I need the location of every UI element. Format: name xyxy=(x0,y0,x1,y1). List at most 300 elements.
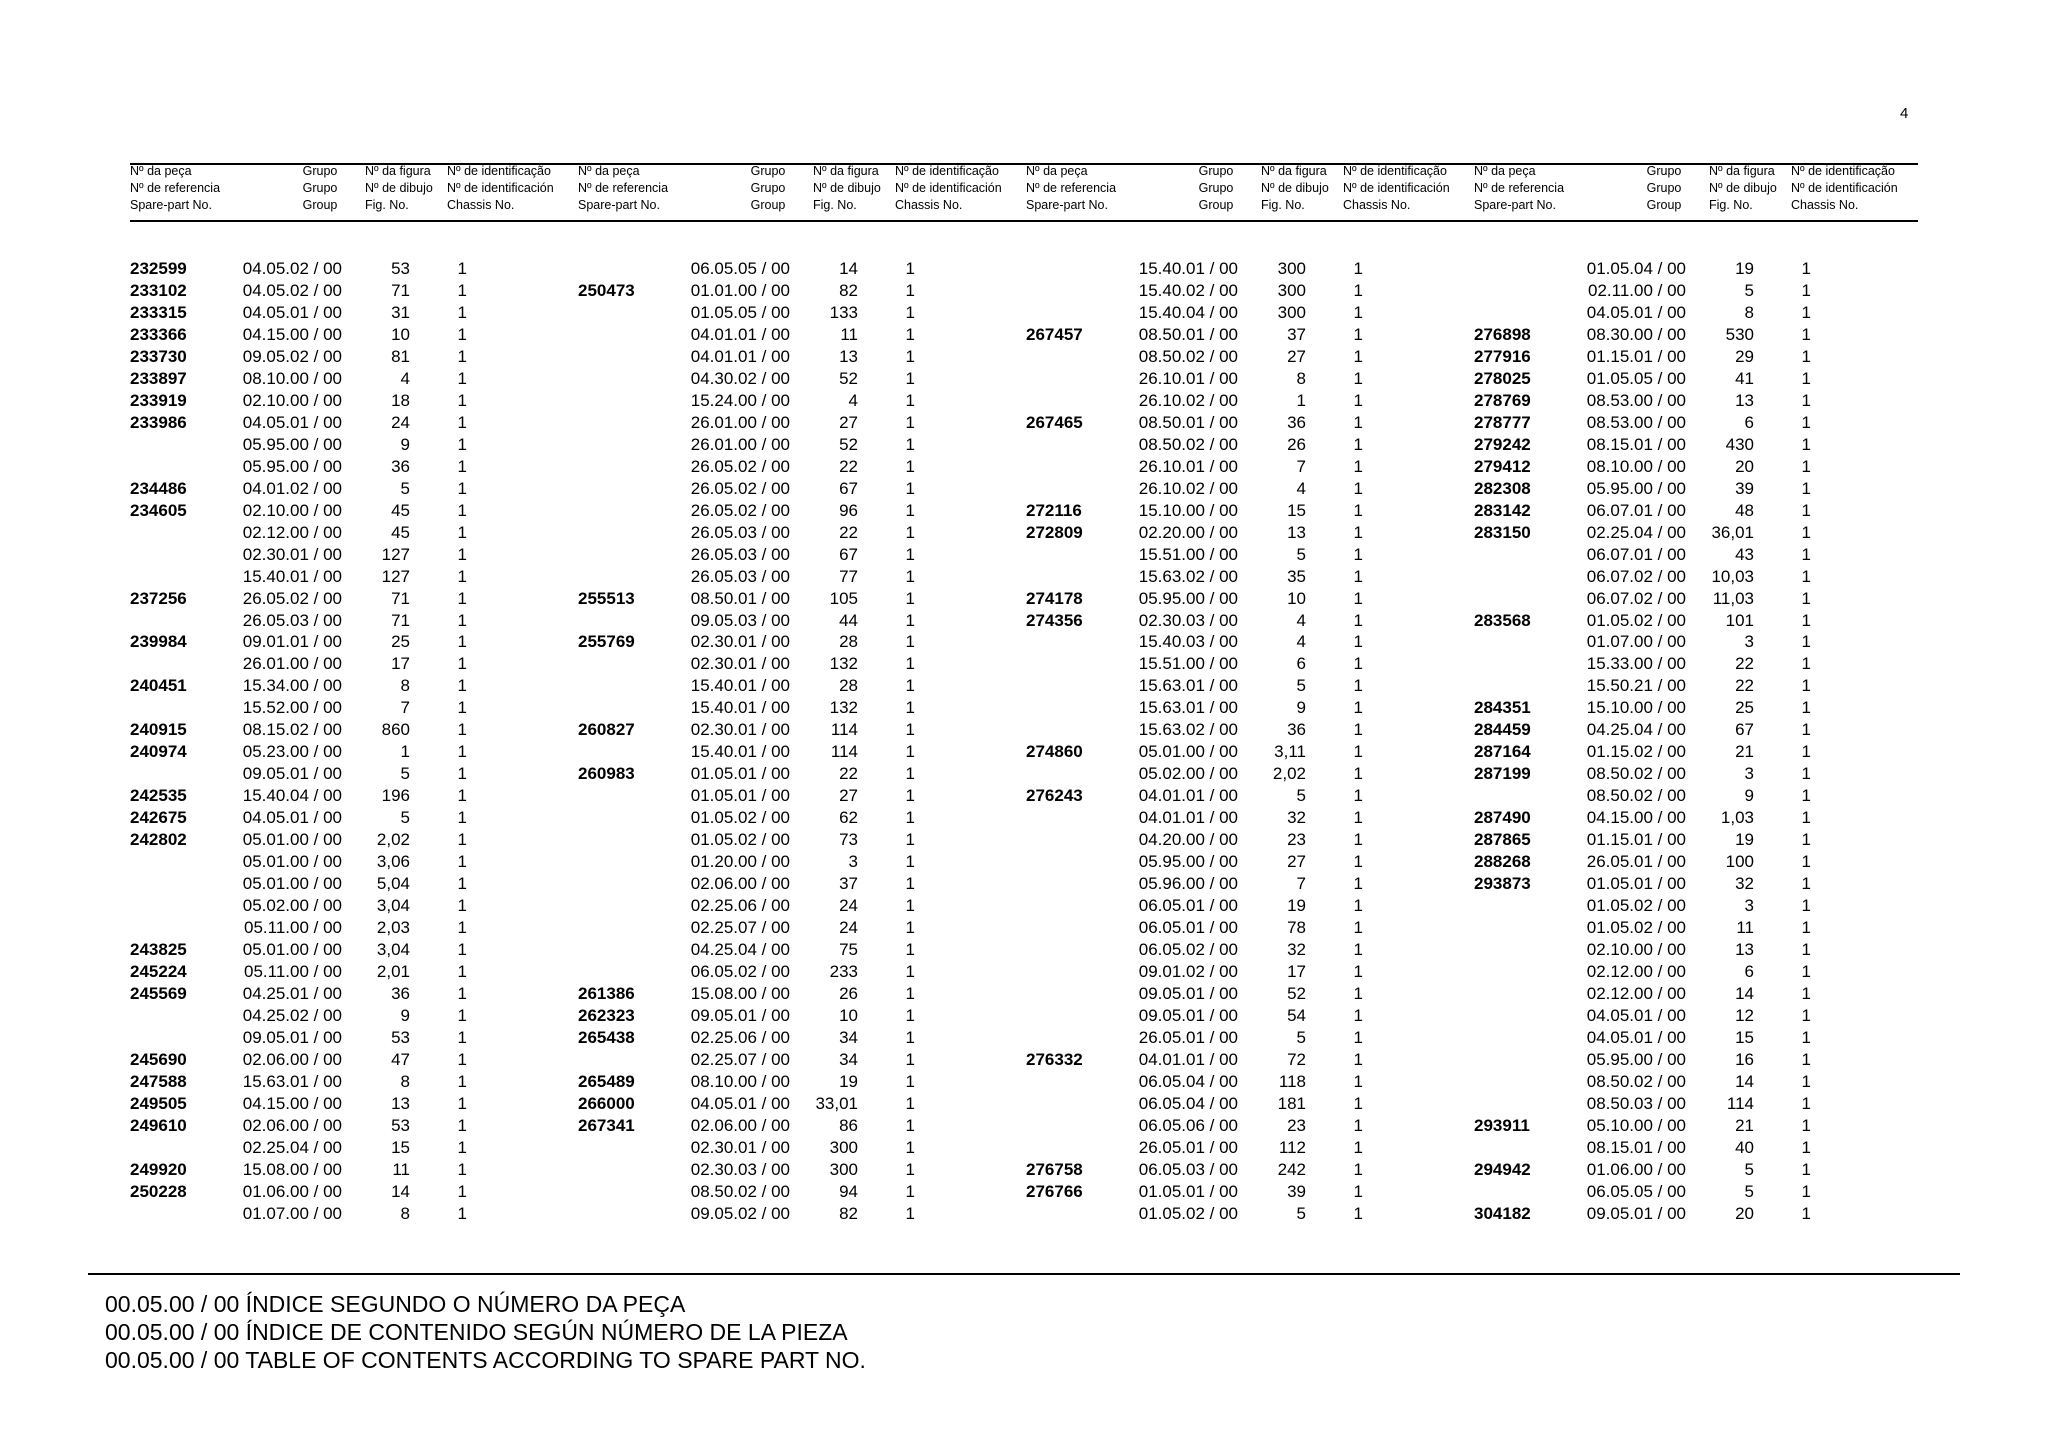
figure-number: 5 xyxy=(1296,1203,1306,1223)
spare-part-number: 278769 xyxy=(1474,390,1531,410)
figure-number: 27 xyxy=(839,412,858,432)
figure-number: 112 xyxy=(1278,1137,1306,1157)
group-code: 26.01.00 / 00 xyxy=(242,654,342,674)
group-code: 05.95.00 / 00 xyxy=(1138,852,1238,872)
group-code: 15.40.01 / 00 xyxy=(690,676,790,696)
group-code: 06.07.01 / 00 xyxy=(1586,500,1686,520)
chassis-number: 1 xyxy=(1801,808,1811,828)
group-code: 05.01.00 / 00 xyxy=(242,852,342,872)
group-code: 01.07.00 / 00 xyxy=(1586,632,1686,652)
chassis-number: 1 xyxy=(905,522,915,542)
chassis-number: 1 xyxy=(457,984,467,1003)
footer-title-es: 00.05.00 / 00 ÍNDICE DE CONTENIDO SEGÚN NÚMERO DE LA PIEZA xyxy=(105,1319,848,1345)
figure-number: 114 xyxy=(830,720,858,740)
spare-part-number: 293911 xyxy=(1474,1115,1530,1135)
group-code: 04.25.04 / 00 xyxy=(1586,720,1686,740)
chassis-number: 1 xyxy=(1801,962,1811,982)
figure-number: 13 xyxy=(1735,940,1754,960)
chassis-number: 1 xyxy=(1353,698,1363,718)
group-code: 05.95.00 / 00 xyxy=(1586,1049,1686,1069)
figure-number: 78 xyxy=(1287,918,1306,938)
chassis-number: 1 xyxy=(1353,874,1363,894)
figure-number: 40 xyxy=(1735,1137,1754,1157)
spare-part-number: 276758 xyxy=(1026,1159,1083,1179)
group-code: 08.10.00 / 00 xyxy=(690,1071,790,1091)
spare-part-number: 277916 xyxy=(1474,346,1531,366)
group-code: 05.95.00 / 00 xyxy=(242,456,342,476)
group-code: 01.05.02 / 00 xyxy=(1586,918,1686,938)
group-code: 15.40.04 / 00 xyxy=(1138,302,1238,322)
chassis-number: 1 xyxy=(1353,1137,1363,1157)
spare-part-number: 255513 xyxy=(578,588,635,608)
chassis-number: 1 xyxy=(1353,720,1363,740)
chassis-number: 1 xyxy=(1353,434,1363,454)
group-code: 08.10.00 / 00 xyxy=(1586,456,1686,476)
figure-number: 242 xyxy=(1277,1159,1306,1179)
chassis-number: 1 xyxy=(1801,1049,1811,1069)
page-number: 4 xyxy=(1900,105,1909,122)
chassis-number: 1 xyxy=(1801,390,1811,410)
header-chassis-line: Chassis No. xyxy=(447,198,515,212)
chassis-number: 1 xyxy=(905,984,915,1003)
figure-number: 5 xyxy=(1296,786,1306,806)
figure-number: 16 xyxy=(1735,1049,1754,1069)
group-code: 04.05.01 / 00 xyxy=(1586,302,1686,322)
figure-number: 11 xyxy=(840,324,858,344)
header-chassis-line: Nº de identificação xyxy=(447,164,551,178)
group-code: 08.53.00 / 00 xyxy=(1586,390,1686,410)
figure-number: 19 xyxy=(1735,830,1754,850)
chassis-number: 1 xyxy=(1801,1027,1811,1047)
group-code: 09.05.01 / 00 xyxy=(242,764,342,784)
chassis-number: 1 xyxy=(1801,544,1811,564)
figure-number: 5 xyxy=(1296,676,1306,696)
header-group-line: Grupo xyxy=(1198,164,1234,178)
chassis-number: 1 xyxy=(1801,1115,1811,1135)
chassis-number: 1 xyxy=(1353,1027,1363,1047)
group-code: 06.05.02 / 00 xyxy=(690,962,790,982)
group-code: 15.40.01 / 00 xyxy=(690,742,790,762)
figure-number: 9 xyxy=(1744,786,1754,806)
chassis-number: 1 xyxy=(457,918,467,938)
header-part-line: Nº de referencia xyxy=(1026,181,1117,195)
group-code: 02.30.01 / 00 xyxy=(690,1137,790,1157)
figure-number: 27 xyxy=(1287,852,1306,872)
group-code: 05.01.00 / 00 xyxy=(242,874,342,894)
figure-number: 7 xyxy=(1296,456,1306,476)
spare-part-number: 233366 xyxy=(130,324,187,344)
spare-part-number: 261386 xyxy=(578,984,635,1003)
chassis-number: 1 xyxy=(457,478,467,498)
figure-number: 5,04 xyxy=(376,874,410,894)
group-code: 06.05.04 / 00 xyxy=(1138,1093,1238,1113)
figure-number: 8 xyxy=(400,676,410,696)
header-part-line: Nº de referencia xyxy=(130,181,221,195)
figure-number: 4 xyxy=(1296,478,1306,498)
figure-number: 25 xyxy=(391,632,410,652)
group-code: 15.40.02 / 00 xyxy=(1138,280,1238,300)
figure-number: 100 xyxy=(1725,852,1754,872)
group-code: 04.05.01 / 00 xyxy=(1586,1027,1686,1047)
chassis-number: 1 xyxy=(1801,346,1811,366)
figure-number: 26 xyxy=(839,984,858,1003)
group-code: 01.05.02 / 00 xyxy=(1138,1203,1238,1223)
chassis-number: 1 xyxy=(1353,1005,1363,1025)
spare-part-number: 233315 xyxy=(130,302,187,322)
chassis-number: 1 xyxy=(905,1071,915,1091)
group-code: 01.05.05 / 00 xyxy=(1586,368,1686,388)
spare-part-number: 279412 xyxy=(1474,456,1531,476)
header-group xyxy=(728,163,808,214)
group-code: 26.05.02 / 00 xyxy=(690,456,790,476)
group-code: 08.50.02 / 00 xyxy=(1586,786,1686,806)
chassis-number: 1 xyxy=(1353,786,1363,806)
chassis-number: 1 xyxy=(1801,1159,1811,1179)
chassis-number: 1 xyxy=(1801,1071,1811,1091)
spare-part-number: 283142 xyxy=(1474,500,1531,520)
chassis-number: 1 xyxy=(905,1115,915,1135)
chassis-number: 1 xyxy=(457,522,467,542)
figure-number: 41 xyxy=(1735,368,1754,388)
figure-number: 11,03 xyxy=(1712,588,1754,608)
chassis-number: 1 xyxy=(1801,764,1811,784)
header-fig-no xyxy=(365,163,433,214)
chassis-number: 1 xyxy=(1353,852,1363,872)
group-code: 26.05.03 / 00 xyxy=(690,544,790,564)
header-part-line: Spare-part No. xyxy=(1026,198,1108,212)
figure-number: 2,03 xyxy=(376,918,410,938)
chassis-number: 1 xyxy=(457,302,467,322)
group-code: 04.25.02 / 00 xyxy=(242,1005,342,1025)
chassis-number: 1 xyxy=(1353,808,1363,828)
group-code: 05.01.00 / 00 xyxy=(1138,742,1238,762)
chassis-number: 1 xyxy=(905,786,915,806)
header-fig-line: Fig. No. xyxy=(813,198,857,212)
figure-number: 36,01 xyxy=(1711,522,1754,542)
group-code: 05.95.00 / 00 xyxy=(242,434,342,454)
group-code: 08.30.00 / 00 xyxy=(1586,324,1686,344)
group-code: 09.05.02 / 00 xyxy=(690,1203,790,1223)
group-code: 26.10.01 / 00 xyxy=(1138,456,1238,476)
spare-part-number: 234486 xyxy=(130,478,187,498)
group-code: 15.33.00 / 00 xyxy=(1586,654,1686,674)
chassis-number: 1 xyxy=(1353,368,1363,388)
figure-number: 45 xyxy=(391,522,410,542)
chassis-number: 1 xyxy=(457,654,467,674)
figure-number: 75 xyxy=(839,940,858,960)
group-code: 15.52.00 / 00 xyxy=(242,698,342,718)
figure-number: 9 xyxy=(400,434,410,454)
figure-number: 25 xyxy=(1735,698,1754,718)
group-code: 05.01.00 / 00 xyxy=(242,830,342,850)
chassis-number: 1 xyxy=(905,478,915,498)
chassis-number: 1 xyxy=(1353,940,1363,960)
chassis-number: 1 xyxy=(457,940,467,960)
chassis-number: 1 xyxy=(905,852,915,872)
group-code: 02.11.00 / 00 xyxy=(1588,280,1686,300)
figure-number: 300 xyxy=(829,1159,858,1179)
header-fig-line: Nº da figura xyxy=(1709,164,1775,178)
figure-number: 8 xyxy=(400,1071,410,1091)
group-code: 06.05.06 / 00 xyxy=(1138,1115,1238,1135)
spare-part-number: 265438 xyxy=(578,1027,635,1047)
chassis-number: 1 xyxy=(457,896,467,916)
group-code: 26.05.03 / 00 xyxy=(690,566,790,586)
chassis-number: 1 xyxy=(1353,1093,1363,1113)
spare-part-number: 250473 xyxy=(578,280,635,300)
figure-number: 14 xyxy=(1735,984,1754,1003)
chassis-number: 1 xyxy=(1353,1115,1363,1135)
figure-number: 2,02 xyxy=(1272,764,1306,784)
spare-part-number: 276243 xyxy=(1026,786,1083,806)
chassis-number: 1 xyxy=(1801,522,1811,542)
chassis-number: 1 xyxy=(457,346,467,366)
figure-number: 21 xyxy=(1735,742,1754,762)
chassis-number: 1 xyxy=(1353,764,1363,784)
header-part-no xyxy=(1026,163,1116,214)
spare-part-number: 237256 xyxy=(130,588,187,608)
header-fig-line: Fig. No. xyxy=(1261,198,1305,212)
spare-part-number: 288268 xyxy=(1474,852,1531,872)
chassis-number: 1 xyxy=(457,390,467,410)
group-code: 15.24.00 / 00 xyxy=(690,390,790,410)
chassis-number: 1 xyxy=(1353,456,1363,476)
chassis-number: 1 xyxy=(457,324,467,344)
figure-number: 5 xyxy=(1744,280,1754,300)
header-part-line: Spare-part No. xyxy=(130,198,212,212)
group-code: 02.06.00 / 00 xyxy=(242,1049,342,1069)
group-code: 09.01.02 / 00 xyxy=(1138,962,1238,982)
group-code: 08.50.02 / 00 xyxy=(1586,764,1686,784)
chassis-number: 1 xyxy=(457,830,467,850)
group-code: 04.15.00 / 00 xyxy=(242,1093,342,1113)
chassis-number: 1 xyxy=(1801,500,1811,520)
figure-number: 3,04 xyxy=(376,940,410,960)
footer-title-pt: 00.05.00 / 00 ÍNDICE SEGUNDO O NÚMERO DA PEÇA xyxy=(105,1291,686,1317)
figure-number: 71 xyxy=(391,588,410,608)
figure-number: 6 xyxy=(1744,962,1754,982)
chassis-number: 1 xyxy=(905,324,915,344)
group-code: 01.06.00 / 00 xyxy=(242,1181,342,1201)
chassis-number: 1 xyxy=(457,1115,467,1135)
spare-part-number: 293873 xyxy=(1474,874,1531,894)
group-code: 04.05.01 / 00 xyxy=(242,302,342,322)
spare-part-number: 250228 xyxy=(130,1181,187,1201)
figure-number: 13 xyxy=(1735,390,1754,410)
group-code: 08.15.01 / 00 xyxy=(1586,434,1686,454)
figure-number: 8 xyxy=(1744,302,1754,322)
group-code: 05.23.00 / 00 xyxy=(242,742,342,762)
header-chassis-no xyxy=(447,163,554,214)
group-code: 15.40.04 / 00 xyxy=(242,786,342,806)
group-code: 01.20.00 / 00 xyxy=(690,852,790,872)
chassis-number: 1 xyxy=(457,632,467,652)
group-code: 01.06.00 / 00 xyxy=(1586,1159,1686,1179)
chassis-number: 1 xyxy=(905,1005,915,1025)
group-code: 01.05.02 / 00 xyxy=(1586,610,1686,630)
spare-part-number: 267465 xyxy=(1026,412,1083,432)
group-code: 06.07.02 / 00 xyxy=(1586,588,1686,608)
group-code: 04.01.01 / 00 xyxy=(1138,808,1238,828)
header-group-line: Grupo xyxy=(750,164,786,178)
figure-number: 22 xyxy=(839,522,858,542)
chassis-number: 1 xyxy=(457,808,467,828)
group-code: 02.30.03 / 00 xyxy=(690,1159,790,1179)
chassis-number: 1 xyxy=(905,962,915,982)
figure-number: 15 xyxy=(1287,500,1306,520)
figure-number: 32 xyxy=(1287,808,1306,828)
header-part-no xyxy=(130,163,220,214)
group-code: 02.25.06 / 00 xyxy=(690,1027,790,1047)
spare-part-number: 240451 xyxy=(130,676,187,696)
header-fig-line: Fig. No. xyxy=(1709,198,1753,212)
group-code: 01.05.01 / 00 xyxy=(690,764,790,784)
spare-part-number: 247588 xyxy=(130,1071,187,1091)
figure-number: 14 xyxy=(391,1181,410,1201)
spare-part-number: 233102 xyxy=(130,280,187,300)
group-code: 08.50.03 / 00 xyxy=(1586,1093,1686,1113)
figure-number: 4 xyxy=(848,390,858,410)
chassis-number: 1 xyxy=(905,390,915,410)
chassis-number: 1 xyxy=(1801,1005,1811,1025)
figure-number: 4 xyxy=(1296,610,1306,630)
spare-part-number: 233897 xyxy=(130,368,187,388)
figure-number: 12 xyxy=(1735,1005,1754,1025)
figure-number: 37 xyxy=(1287,324,1306,344)
spare-part-number: 245690 xyxy=(130,1049,187,1069)
group-code: 09.05.01 / 00 xyxy=(690,1005,790,1025)
chassis-number: 1 xyxy=(905,434,915,454)
spare-part-number: 232599 xyxy=(130,259,187,278)
group-code: 01.05.02 / 00 xyxy=(1586,896,1686,916)
group-code: 04.05.01 / 00 xyxy=(1586,1005,1686,1025)
chassis-number: 1 xyxy=(905,632,915,652)
chassis-number: 1 xyxy=(1801,478,1811,498)
group-code: 26.05.01 / 00 xyxy=(1586,852,1686,872)
chassis-number: 1 xyxy=(1353,676,1363,696)
chassis-number: 1 xyxy=(457,1137,467,1157)
group-code: 04.01.01 / 00 xyxy=(1138,786,1238,806)
figure-number: 5 xyxy=(1296,544,1306,564)
group-code: 02.06.00 / 00 xyxy=(242,1115,342,1135)
spare-part-number: 276332 xyxy=(1026,1049,1083,1069)
figure-number: 4 xyxy=(400,368,410,388)
group-code: 15.08.00 / 00 xyxy=(690,984,790,1003)
group-code: 01.15.02 / 00 xyxy=(1586,742,1686,762)
spare-part-number: 278025 xyxy=(1474,368,1531,388)
group-code: 15.63.01 / 00 xyxy=(242,1071,342,1091)
figure-number: 24 xyxy=(391,412,410,432)
chassis-number: 1 xyxy=(457,962,467,982)
chassis-number: 1 xyxy=(457,1203,467,1223)
header-fig-line: Nº de dibujo xyxy=(1261,181,1329,195)
header-part-line: Spare-part No. xyxy=(578,198,660,212)
header-fig-no xyxy=(1261,163,1329,214)
header-chassis-no xyxy=(1343,163,1450,214)
figure-number: 15 xyxy=(391,1137,410,1157)
group-code: 04.01.02 / 00 xyxy=(242,478,342,498)
group-code: 15.10.00 / 00 xyxy=(1138,500,1238,520)
group-code: 02.10.00 / 00 xyxy=(1586,940,1686,960)
group-code: 06.05.04 / 00 xyxy=(1138,1071,1238,1091)
chassis-number: 1 xyxy=(1353,544,1363,564)
group-code: 05.95.00 / 00 xyxy=(1138,588,1238,608)
chassis-number: 1 xyxy=(457,566,467,586)
figure-number: 1,03 xyxy=(1720,808,1754,828)
header-part-no xyxy=(1474,163,1564,214)
figure-number: 72 xyxy=(1287,1049,1306,1069)
spare-part-number: 284351 xyxy=(1474,698,1531,718)
figure-number: 118 xyxy=(1278,1071,1306,1091)
chassis-number: 1 xyxy=(905,456,915,476)
header-fig-line: Nº de dibujo xyxy=(365,181,433,195)
group-code: 04.30.02 / 00 xyxy=(690,368,790,388)
chassis-number: 1 xyxy=(457,1093,467,1113)
group-code: 08.15.01 / 00 xyxy=(1586,1137,1686,1157)
chassis-number: 1 xyxy=(1353,324,1363,344)
spare-part-number: 283568 xyxy=(1474,610,1531,630)
figure-number: 29 xyxy=(1735,346,1754,366)
group-code: 02.30.01 / 00 xyxy=(690,632,790,652)
spare-part-number: 260983 xyxy=(578,764,635,784)
chassis-number: 1 xyxy=(457,610,467,630)
group-code: 02.25.04 / 00 xyxy=(1586,522,1686,542)
spare-part-number: 262323 xyxy=(578,1005,635,1025)
group-code: 08.10.00 / 00 xyxy=(242,368,342,388)
group-code: 09.05.02 / 00 xyxy=(242,346,342,366)
group-code: 02.12.00 / 00 xyxy=(242,522,342,542)
figure-number: 15 xyxy=(1735,1027,1754,1047)
figure-number: 22 xyxy=(839,764,858,784)
figure-number: 4 xyxy=(1296,632,1306,652)
chassis-number: 1 xyxy=(1353,1159,1363,1179)
figure-number: 127 xyxy=(381,566,410,586)
group-code: 09.01.01 / 00 xyxy=(242,632,342,652)
chassis-number: 1 xyxy=(905,742,915,762)
figure-number: 24 xyxy=(839,896,858,916)
figure-number: 5 xyxy=(400,478,410,498)
figure-number: 96 xyxy=(839,500,858,520)
spare-part-number: 234605 xyxy=(130,500,187,520)
chassis-number: 1 xyxy=(1353,1049,1363,1069)
group-code: 15.51.00 / 00 xyxy=(1138,544,1238,564)
header-fig-line: Nº da figura xyxy=(813,164,879,178)
spare-part-number: 233919 xyxy=(130,390,187,410)
header-group xyxy=(1176,163,1256,214)
figure-number: 860 xyxy=(381,720,410,740)
chassis-number: 1 xyxy=(1801,786,1811,806)
chassis-number: 1 xyxy=(905,1137,915,1157)
group-code: 15.51.00 / 00 xyxy=(1138,654,1238,674)
group-code: 26.05.01 / 00 xyxy=(1138,1137,1238,1157)
chassis-number: 1 xyxy=(457,368,467,388)
figure-number: 114 xyxy=(830,742,858,762)
group-code: 15.63.01 / 00 xyxy=(1138,676,1238,696)
group-code: 01.05.01 / 00 xyxy=(1138,1181,1238,1201)
chassis-number: 1 xyxy=(905,1181,915,1201)
group-code: 02.10.00 / 00 xyxy=(242,390,342,410)
chassis-number: 1 xyxy=(1801,302,1811,322)
group-code: 26.05.03 / 00 xyxy=(242,610,342,630)
header-group-line: Grupo xyxy=(1198,181,1234,195)
group-code: 08.50.01 / 00 xyxy=(1138,324,1238,344)
group-code: 04.25.04 / 00 xyxy=(690,940,790,960)
figure-number: 5 xyxy=(1744,1181,1754,1201)
header-group-line: Grupo xyxy=(1646,181,1682,195)
group-code: 06.05.02 / 00 xyxy=(1138,940,1238,960)
chassis-number: 1 xyxy=(1353,896,1363,916)
spare-part-number: 276898 xyxy=(1474,324,1531,344)
